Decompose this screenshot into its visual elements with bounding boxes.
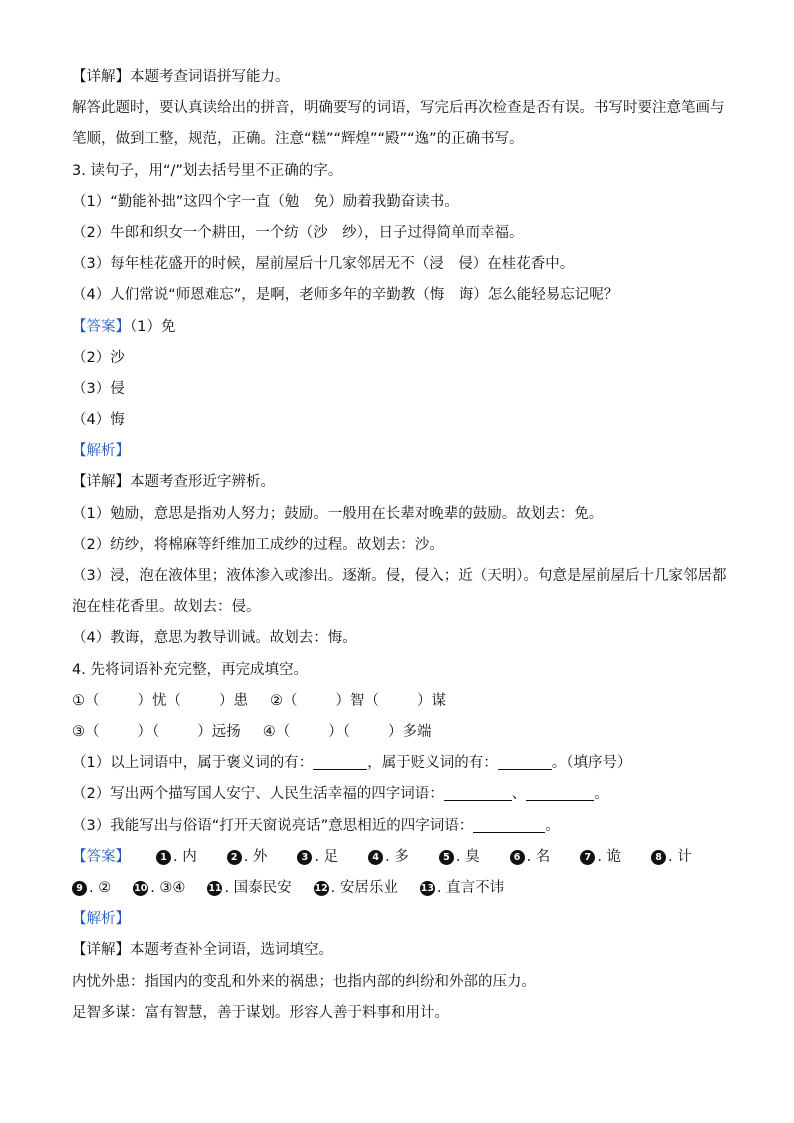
q3-detail-3: （3）浸，泡在液体里；液体渗入或渗出。逐渐。侵，侵入；近（天明）。句意是屋前屋后十几家邻居都泡在桂花香里。故划去：侵。 xyxy=(72,568,727,616)
answer-blank[interactable] xyxy=(498,753,552,770)
answer-text: . 臭 xyxy=(455,848,480,865)
detail-tag: 【详解】 xyxy=(72,69,130,85)
circled-number: 8 xyxy=(651,850,666,865)
circled-number: 4 xyxy=(368,850,383,865)
answer-items xyxy=(72,873,526,904)
circled-number: 1 xyxy=(156,850,171,865)
circled-number: 11 xyxy=(208,882,222,894)
answer-item xyxy=(227,842,268,873)
answer-blank[interactable] xyxy=(526,784,594,801)
circled-number: 5 xyxy=(439,850,454,865)
q4-detail-2: 足智多谋：富有智慧，善于谋划。形容人善于料事和用计。 xyxy=(72,1004,449,1021)
answer-items xyxy=(156,842,722,873)
answer-item xyxy=(207,873,291,904)
q3-detail-line xyxy=(72,467,732,498)
answer-text: . ③④ xyxy=(150,879,186,896)
idiom-part: ）（ xyxy=(137,724,160,740)
answer-text: . 外 xyxy=(243,848,268,865)
answer-item xyxy=(580,842,621,873)
q4-answer-row-2 xyxy=(72,873,732,904)
idiom-part: ）患 xyxy=(219,692,248,709)
circled-number: 12 xyxy=(314,882,328,894)
idiom-part: ）忧（ xyxy=(137,692,181,709)
answer-blank[interactable] xyxy=(444,784,512,801)
q3-detail-1: （1）勉励，意思是指劝人努力；鼓励。一般用在长辈对晚辈的鼓励。故划去：免。 xyxy=(72,505,604,522)
circled-number: 9 xyxy=(72,881,87,896)
q3-answer-3: （3）侵 xyxy=(72,380,125,397)
idiom-part: ）远扬 xyxy=(197,724,241,740)
answer-item xyxy=(510,842,551,873)
sub-text: （2）写出两个描写国人安宁、人民生活幸福的四字词语： xyxy=(72,786,444,803)
answer-text: . 国泰民安 xyxy=(224,879,292,896)
circled-number: 13 xyxy=(420,882,434,894)
question-3-title: 3. 读句子，用“/”划去括号里不正确的字。 xyxy=(72,162,343,179)
q4-sub-1 xyxy=(72,748,732,779)
answer-blank[interactable] xyxy=(313,753,367,770)
idiom-part: ①（ xyxy=(72,692,100,709)
answer-tag: 【答案】 xyxy=(72,848,130,865)
circled-number: 10 xyxy=(134,882,148,894)
q4-analysis-tag: 【解析】 xyxy=(72,911,130,928)
detail-tag: 【详解】 xyxy=(72,474,130,491)
q4-answer-row-1 xyxy=(72,842,732,873)
answer-item xyxy=(133,873,185,904)
detail-tag: 【详解】 xyxy=(72,942,130,959)
answer-item xyxy=(314,873,398,904)
answer-text: . 直言不讳 xyxy=(436,879,505,896)
sub-text: （3）我能写出与俗语“打开天窗说亮话”意思相近的四字词语： xyxy=(72,817,474,834)
answer-text: . 名 xyxy=(526,848,551,865)
document-body xyxy=(72,62,732,1029)
answer-item xyxy=(297,842,338,873)
idiom-part: ②（ xyxy=(270,692,298,709)
q3-detail-4: （4）教诲，意思为教导训诫。故划去：悔。 xyxy=(72,630,357,647)
q3-sentence-1: （1）“勤能补拙”这四个字一直（勉 免）励着我勤奋读书。 xyxy=(72,193,459,210)
detail-text: 本题考查词语拼写能力。 xyxy=(130,69,290,85)
answer-item xyxy=(72,873,111,904)
circled-number: 6 xyxy=(510,850,525,865)
q3-analysis-tag: 【解析】 xyxy=(72,443,130,460)
q3-sentence-3: （3）每年桂花盛开的时候，屋前屋后十几家邻居无不（浸 侵）在桂花香中。 xyxy=(72,256,575,273)
q4-idiom-row-2 xyxy=(72,717,732,748)
sub-text: ，属于贬义词的有： xyxy=(367,755,498,772)
idiom-part: ③（ xyxy=(72,724,100,740)
q3-answer-1: （1）免 xyxy=(130,318,176,335)
idiom-part: ）智（ xyxy=(335,692,379,709)
q4-detail-1: 内忧外患：指国内的变乱和外来的祸患；也指内部的纠纷和外部的压力。 xyxy=(72,973,536,990)
answer-item xyxy=(439,842,480,873)
q3-answer-4: （4）悔 xyxy=(72,412,125,429)
answer-item xyxy=(368,842,409,873)
sub-text: 。 xyxy=(594,786,609,803)
explanation-paragraph: 解答此题时，要认真读给出的拼音，明确要写的词语，写完后再次检查是否有误。书写时要注意笔画与笔顺，做到工整，规范，正确。注意“糕”“辉煌”“殿”“逸”的正确书写。 xyxy=(72,100,725,148)
answer-text: . 足 xyxy=(314,848,339,865)
sub-text: 、 xyxy=(511,786,527,803)
detail-line xyxy=(72,62,732,93)
sub-text: 。（填序号） xyxy=(551,755,632,772)
answer-blank[interactable] xyxy=(473,816,545,833)
answer-text: . 计 xyxy=(668,848,692,865)
idiom-part: ）（ xyxy=(328,724,350,740)
answer-tag: 【答案】 xyxy=(72,318,130,335)
q3-answer-2: （2）沙 xyxy=(72,349,125,366)
idiom-part: ）多端 xyxy=(388,724,432,740)
q3-detail-2: （2）纺纱，将棉麻等纤维加工成纱的过程。故划去：沙。 xyxy=(72,536,444,553)
q3-sentence-4: （4）人们常说“师恩难忘”，是啊，老师多年的辛勤教（悔 诲）怎么能轻易忘记呢？ xyxy=(72,287,619,304)
q3-answer-line xyxy=(72,312,732,343)
detail-text: 本题考查补全词语，选词填空。 xyxy=(130,942,333,959)
sub-text: 。 xyxy=(545,817,560,834)
answer-text: . 内 xyxy=(173,848,197,865)
q4-sub-3 xyxy=(72,811,732,842)
circled-number: 7 xyxy=(580,850,595,865)
detail-text: 本题考查形近字辨析。 xyxy=(130,474,275,491)
idiom-part: ④（ xyxy=(262,724,291,740)
answer-text: . ② xyxy=(89,879,112,896)
sub-text: （1）以上词语中，属于褒义词的有： xyxy=(72,755,314,772)
q4-idiom-row-1 xyxy=(72,686,732,717)
circled-number: 2 xyxy=(227,850,242,865)
answer-item xyxy=(651,842,692,873)
answer-text: . 安居乐业 xyxy=(330,879,398,896)
idiom-part: ）谋 xyxy=(417,692,446,709)
q4-sub-2 xyxy=(72,779,732,810)
answer-text: . 诡 xyxy=(597,848,622,865)
answer-text: . 多 xyxy=(385,848,409,865)
answer-item xyxy=(156,842,197,873)
q4-detail-line xyxy=(72,935,732,966)
q3-sentence-2: （2）牛郎和织女一个耕田，一个纺（沙 纱），日子过得简单而幸福。 xyxy=(72,224,524,241)
answer-item xyxy=(420,873,504,904)
circled-number: 3 xyxy=(297,850,312,865)
question-4-title: 4. 先将词语补充完整，再完成填空。 xyxy=(72,661,308,678)
